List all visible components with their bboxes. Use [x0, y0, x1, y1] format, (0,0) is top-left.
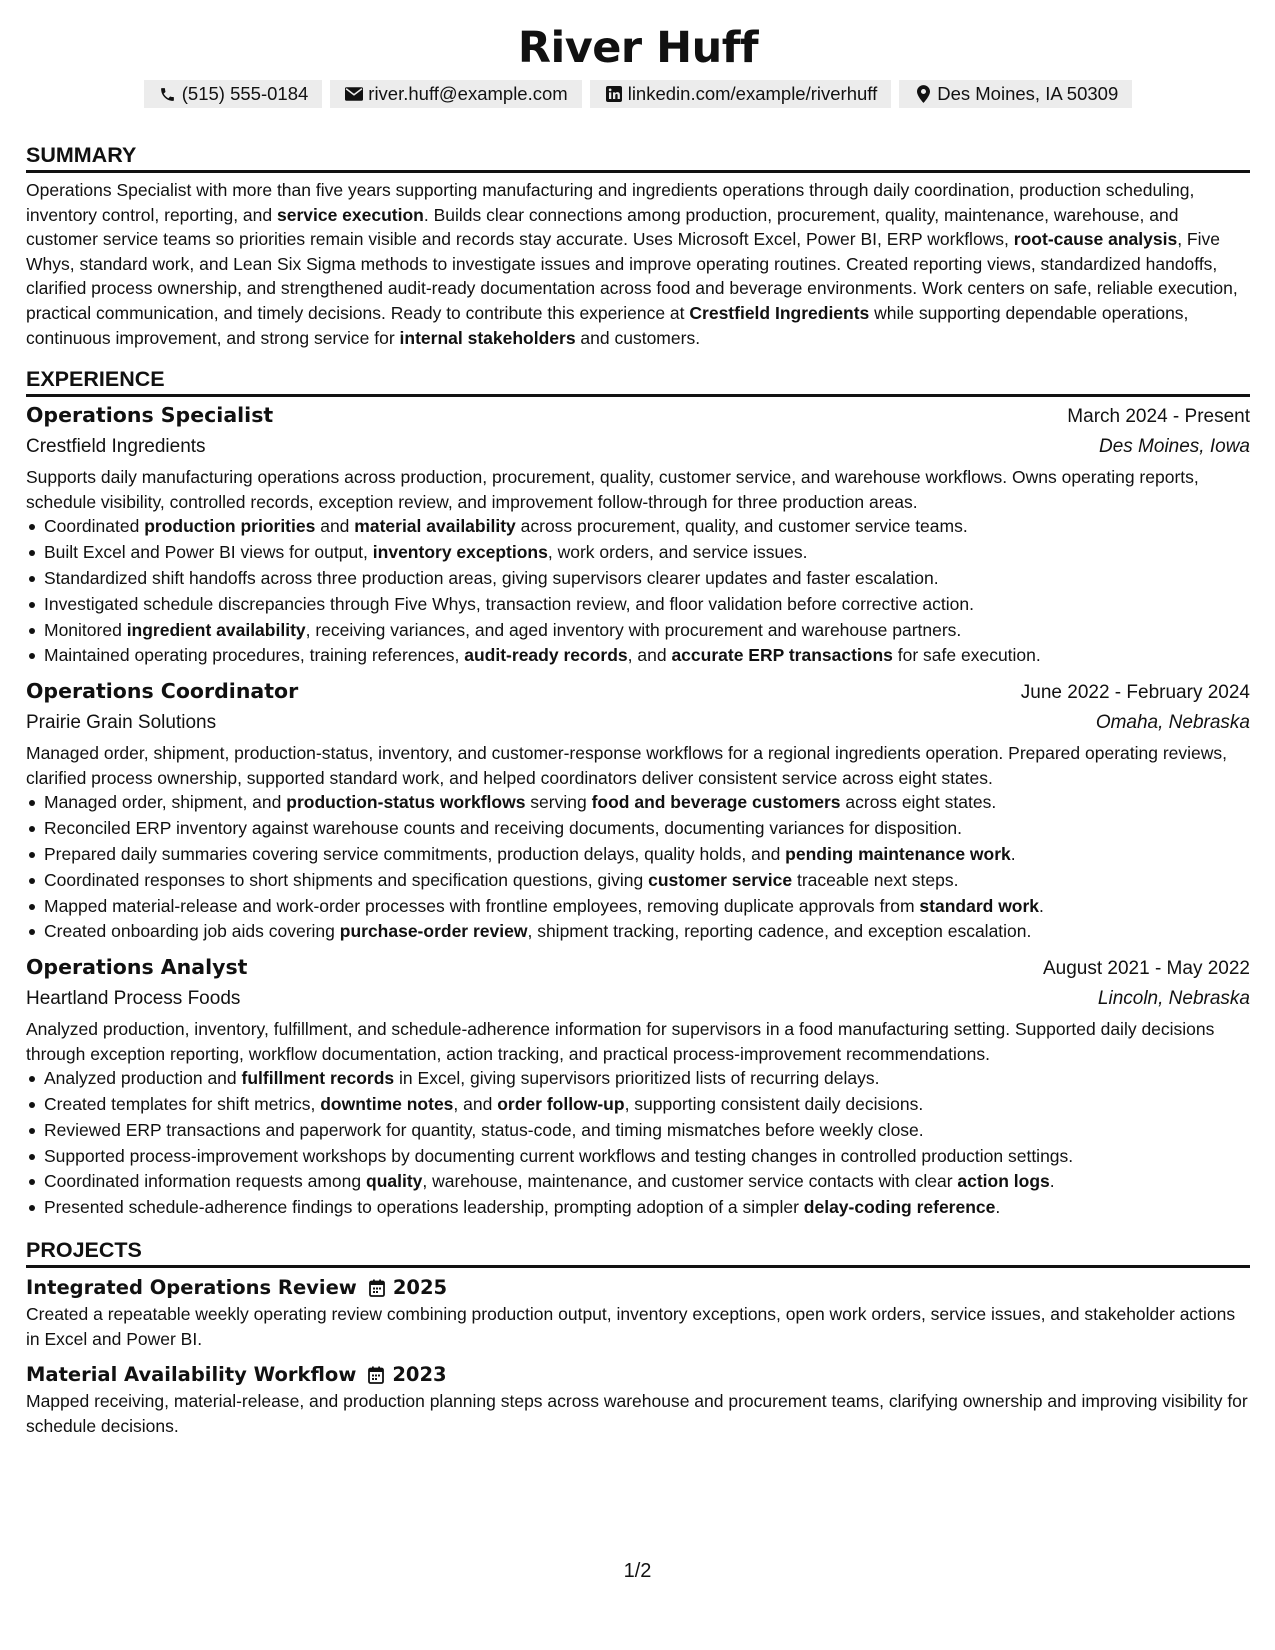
emphasis-text: food and beverage customers: [591, 792, 841, 813]
bullet-item: [26, 592, 1250, 618]
job-company: Heartland Process Foods: [26, 988, 241, 1010]
text-run: Reconciled ERP inventory against warehouse counts and receiving documents, documenting variances for disposition.: [44, 818, 962, 839]
emphasis-text: purchase-order review: [339, 921, 528, 942]
bullet-item: [26, 919, 1250, 945]
text-run: , supporting consistent daily decisions.: [624, 1094, 924, 1115]
project-year: 2023: [392, 1363, 447, 1387]
emphasis-text: standard work: [919, 895, 1040, 916]
bullet-item: [26, 816, 1250, 842]
section-divider: [26, 170, 1250, 173]
job-title: Operations Analyst: [26, 955, 248, 980]
job-location: Lincoln, Nebraska: [1097, 988, 1250, 1010]
text-run: Created templates for shift metrics,: [44, 1094, 321, 1115]
section-title-summary: SUMMARY: [26, 143, 137, 167]
bullet-item: [26, 540, 1250, 566]
bullet-item: [26, 842, 1250, 868]
emphasis-text: quality: [366, 1171, 423, 1192]
project-entry: [26, 1361, 1250, 1438]
text-run: Maintained operating procedures, training references,: [44, 645, 465, 666]
emphasis-text: ingredient availability: [126, 619, 306, 640]
emphasis-text: material availability: [354, 516, 516, 537]
bullet-item: [26, 1066, 1250, 1092]
project-title: Material Availability Workflow: [26, 1363, 357, 1387]
job-title: Operations Specialist: [26, 403, 274, 428]
text-run: serving: [525, 792, 592, 813]
job-location: Omaha, Nebraska: [1095, 712, 1250, 734]
text-run: Coordinated information requests among: [44, 1171, 366, 1192]
text-run: Presented schedule-adherence findings to operations leadership, prompting adoption of a simpler: [44, 1197, 804, 1218]
contact-text: linkedin.com/example/riverhuff: [627, 83, 878, 104]
job-bullets: [26, 1066, 1250, 1221]
emphasis-text: audit-ready records: [464, 645, 628, 666]
job-dates: June 2022 - February 2024: [1020, 682, 1250, 704]
bullet-item: [26, 868, 1250, 894]
emphasis-text: Crestfield Ingredients: [689, 302, 870, 323]
contact-text: (515) 555-0184: [181, 83, 309, 104]
text-run: .: [1039, 895, 1044, 916]
job-company: Crestfield Ingredients: [26, 436, 206, 458]
text-run: across eight states.: [840, 792, 997, 813]
bullet-item: [26, 790, 1250, 816]
text-run: and customers.: [575, 327, 701, 348]
text-run: , and: [453, 1094, 498, 1115]
projects-section: [26, 1237, 1250, 1438]
emphasis-text: inventory exceptions: [372, 542, 548, 563]
text-run: Monitored: [44, 619, 127, 640]
contact-bar: [26, 80, 1250, 108]
experience-section: [26, 366, 1250, 1221]
text-run: Reviewed ERP transactions and paperwork for quantity, status-code, and timing mismatches before weekly close.: [44, 1119, 924, 1140]
bullet-item: [26, 894, 1250, 920]
linkedin-icon: [604, 84, 624, 104]
calendar-icon: [369, 1279, 385, 1297]
bullet-item: [26, 514, 1250, 540]
text-run: traceable next steps.: [792, 869, 959, 890]
section-title-projects: PROJECTS: [26, 1238, 142, 1263]
text-run: .: [1049, 1171, 1055, 1192]
bullet-item: [26, 1118, 1250, 1144]
contact-phone[interactable]: [144, 80, 323, 108]
text-run: , receiving variances, and aged inventory with procurement and warehouse partners.: [305, 619, 962, 640]
project-entry: [26, 1274, 1250, 1351]
job-dates: August 2021 - May 2022: [1042, 958, 1250, 980]
text-run: Built Excel and Power BI views for output,: [44, 542, 373, 563]
text-run: Managed order, shipment, and: [44, 792, 287, 813]
job-bullets: [26, 790, 1250, 945]
bullet-item: [26, 1144, 1250, 1170]
emphasis-text: production priorities: [144, 516, 316, 537]
project-description: Mapped receiving, material-release, and production planning steps across warehouse and procurement teams, clarifying ownership and improving visibility for schedule decisions.: [26, 1391, 1248, 1436]
job-company: Prairie Grain Solutions: [26, 712, 217, 734]
bullet-item: [26, 618, 1250, 644]
section-title-experience: EXPERIENCE: [26, 367, 165, 392]
job-description: Supports daily manufacturing operations across production, procurement, quality, customer service, and warehouse workflows. Owns operating reports, schedule visibility, controlled records, exception review, and improvement follow-through for three production areas.: [26, 467, 1199, 512]
project-title: Integrated Operations Review: [26, 1276, 357, 1300]
project-description: Created a repeatable weekly operating review combining production output, inventory exceptions, open work orders, service issues, and stakeholder actions in Excel and Power BI.: [26, 1304, 1236, 1349]
job-description: Managed order, shipment, production-status, inventory, and customer-response workflows for a regional ingredients operation. Prepared operating reviews, clarified process ownership, supported standard work, and helped coordinators deliver consistent service across eight states.: [26, 743, 1228, 788]
section-divider: [26, 1265, 1250, 1268]
emphasis-text: root-cause analysis: [1013, 229, 1178, 250]
text-run: Mapped material-release and work-order processes with frontline employees, removing duplicate approvals from: [44, 895, 920, 916]
emphasis-text: action logs: [957, 1171, 1050, 1192]
text-run: , shipment tracking, reporting cadence, and exception escalation.: [527, 921, 1032, 942]
text-run: Supported process-improvement workshops by documenting current workflows and testing changes in controlled production settings.: [44, 1145, 1074, 1166]
text-run: Investigated schedule discrepancies through Five Whys, transaction review, and floor validation before corrective action.: [44, 593, 974, 614]
text-run: Analyzed production and: [44, 1068, 242, 1089]
text-run: across procurement, quality, and customer service teams.: [515, 516, 968, 537]
text-run: Operations Specialist with more than five years supporting manufacturing and ingredients operations through daily coordination, production scheduling, inventory control, reporting, and: [26, 180, 1195, 225]
text-run: , warehouse, maintenance, and customer service contacts with clear: [422, 1171, 958, 1192]
contact-location: [899, 80, 1132, 108]
job-entry: [26, 400, 1250, 669]
contact-text: river.huff@example.com: [368, 83, 568, 104]
text-run: , Five Whys, standard work, and Lean Six Sigma methods to investigate issues and improve operating routines. Created reporting views, standardized handoffs, clarified process ownership, and strengthened audit-ready documentation across food and beverage environments. Work centers on safe, reliable execution, practical communication, and timely decisions. Ready to contribute this experience at: [26, 229, 1238, 323]
bullet-item: [26, 566, 1250, 592]
summary-text: [26, 178, 1250, 350]
emphasis-text: production-status workflows: [286, 792, 526, 813]
emphasis-text: customer service: [648, 869, 793, 890]
text-run: , work orders, and service issues.: [547, 542, 808, 563]
text-run: while supporting dependable operations, continuous improvement, and strong service for: [26, 302, 1189, 348]
calendar-icon: [368, 1366, 384, 1384]
bullet-item: [26, 643, 1250, 669]
contact-text: Des Moines, IA 50309: [937, 83, 1119, 104]
resume-page: [26, 18, 1250, 1438]
job-entry: [26, 952, 1250, 1221]
envelope-icon: [344, 84, 364, 104]
text-run: Coordinated: [44, 516, 145, 537]
job-title: Operations Coordinator: [26, 679, 299, 704]
project-year: 2025: [392, 1276, 448, 1300]
text-run: . Builds clear connections among production, procurement, quality, maintenance, warehouse, and customer service teams so priorities remain visible and records stay accurate. Uses Microsoft Excel, Power BI, ERP workflows,: [26, 204, 1179, 250]
job-description: Analyzed production, inventory, fulfillment, and schedule-adherence information for supervisors in a food manufacturing setting. Supported daily decisions through exception reporting, workflow documentation, action tracking, and practical process-improvement recommendations.: [26, 1019, 1215, 1064]
contact-email[interactable]: [330, 80, 581, 108]
map-pin-icon: [913, 84, 933, 104]
contact-linkedin[interactable]: [590, 80, 892, 108]
emphasis-text: fulfillment records: [241, 1068, 395, 1089]
text-run: for safe execution.: [892, 645, 1041, 666]
emphasis-text: pending maintenance work: [785, 843, 1011, 864]
bullet-item: [26, 1169, 1250, 1195]
text-run: .: [995, 1197, 1001, 1218]
summary-section: [26, 142, 1250, 350]
phone-icon: [158, 84, 178, 104]
emphasis-text: downtime notes: [320, 1094, 454, 1115]
text-run: in Excel, giving supervisors prioritized lists of recurring delays.: [394, 1068, 880, 1089]
text-run: .: [1010, 843, 1016, 864]
emphasis-text: internal stakeholders: [399, 327, 576, 348]
job-dates: March 2024 - Present: [1067, 406, 1250, 428]
emphasis-text: order follow-up: [497, 1094, 625, 1115]
job-bullets: [26, 514, 1250, 669]
text-run: , and: [627, 645, 672, 666]
bullet-item: [26, 1195, 1250, 1221]
job-location: Des Moines, Iowa: [1098, 436, 1250, 458]
text-run: Coordinated responses to short shipments and specification questions, giving: [44, 869, 649, 890]
emphasis-text: service execution: [276, 204, 424, 225]
emphasis-text: accurate ERP transactions: [671, 645, 893, 666]
candidate-name: River Huff: [517, 23, 759, 73]
text-run: Prepared daily summaries covering service commitments, production delays, quality holds, and: [44, 843, 786, 864]
job-entry: [26, 676, 1250, 945]
section-divider: [26, 394, 1250, 397]
emphasis-text: delay-coding reference: [803, 1197, 996, 1218]
bullet-item: [26, 1092, 1250, 1118]
text-run: Standardized shift handoffs across three production areas, giving supervisors clearer updates and faster escalation.: [44, 567, 939, 588]
text-run: Created onboarding job aids covering: [44, 921, 340, 942]
text-run: and: [315, 516, 355, 537]
page-number: 1/2: [623, 1560, 652, 1582]
